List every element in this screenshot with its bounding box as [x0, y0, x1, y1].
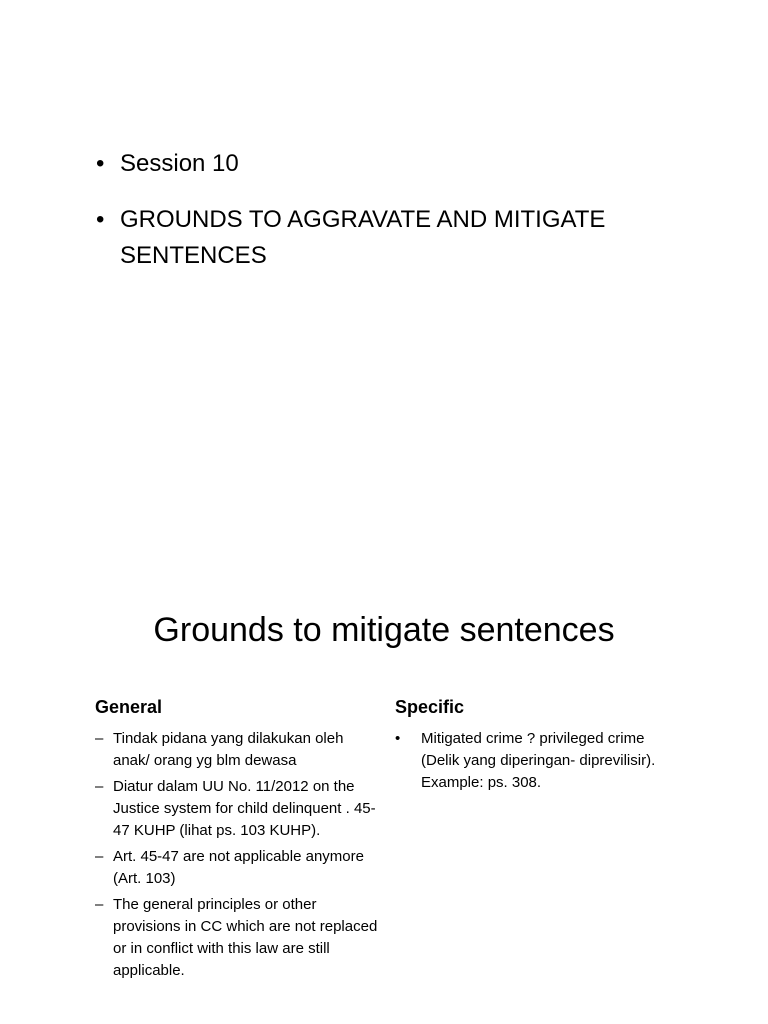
- list-item: [95, 894, 380, 982]
- specific-column: [395, 694, 665, 798]
- list-item-text: Tindak pidana yang dilakukan oleh anak/ orang yg blm dewasa: [113, 730, 344, 769]
- list-item-text: Diatur dalam UU No. 11/2012 on the Justice system for child delinquent . 45-47 KUHP (lihat ps. 103 KUHP).: [113, 778, 376, 839]
- dash-icon: –: [95, 730, 104, 747]
- list-item: [395, 728, 665, 794]
- dash-icon: –: [95, 778, 104, 795]
- slide-title: Grounds to mitigate sentences: [153, 611, 615, 649]
- bullet-session-number: [96, 146, 696, 182]
- list-item: [95, 728, 380, 772]
- dash-icon: –: [95, 896, 104, 913]
- bullet-dot-icon: •: [395, 730, 401, 747]
- bullet-text: Session 10: [120, 150, 239, 177]
- bullet-session-topic: [96, 202, 696, 274]
- general-heading: General: [95, 697, 163, 717]
- general-column: [95, 694, 380, 986]
- specific-heading: Specific: [395, 697, 465, 717]
- bullet-text: GROUNDS TO AGGRAVATE AND MITIGATE SENTENCES: [120, 206, 606, 269]
- dash-icon: –: [95, 848, 104, 865]
- list-item-text: Art. 45-47 are not applicable anymore (Art. 103): [113, 848, 364, 887]
- list-item-text: The general principles or other provisions in CC which are not replaced or in conflict with this law are still applicable.: [113, 896, 378, 979]
- specific-list: [395, 728, 665, 794]
- bullet-dot-icon: •: [96, 150, 105, 177]
- session-bullet-list: [96, 146, 696, 294]
- list-item-text: Mitigated crime ? privileged crime (Delik yang diperingan- diprevilisir). Example: ps. 308.: [421, 730, 656, 791]
- list-item: [95, 776, 380, 842]
- list-item: [95, 846, 380, 890]
- slide-mitigate-sentences: [0, 576, 768, 1024]
- general-list: [95, 728, 380, 982]
- bullet-dot-icon: •: [96, 206, 105, 233]
